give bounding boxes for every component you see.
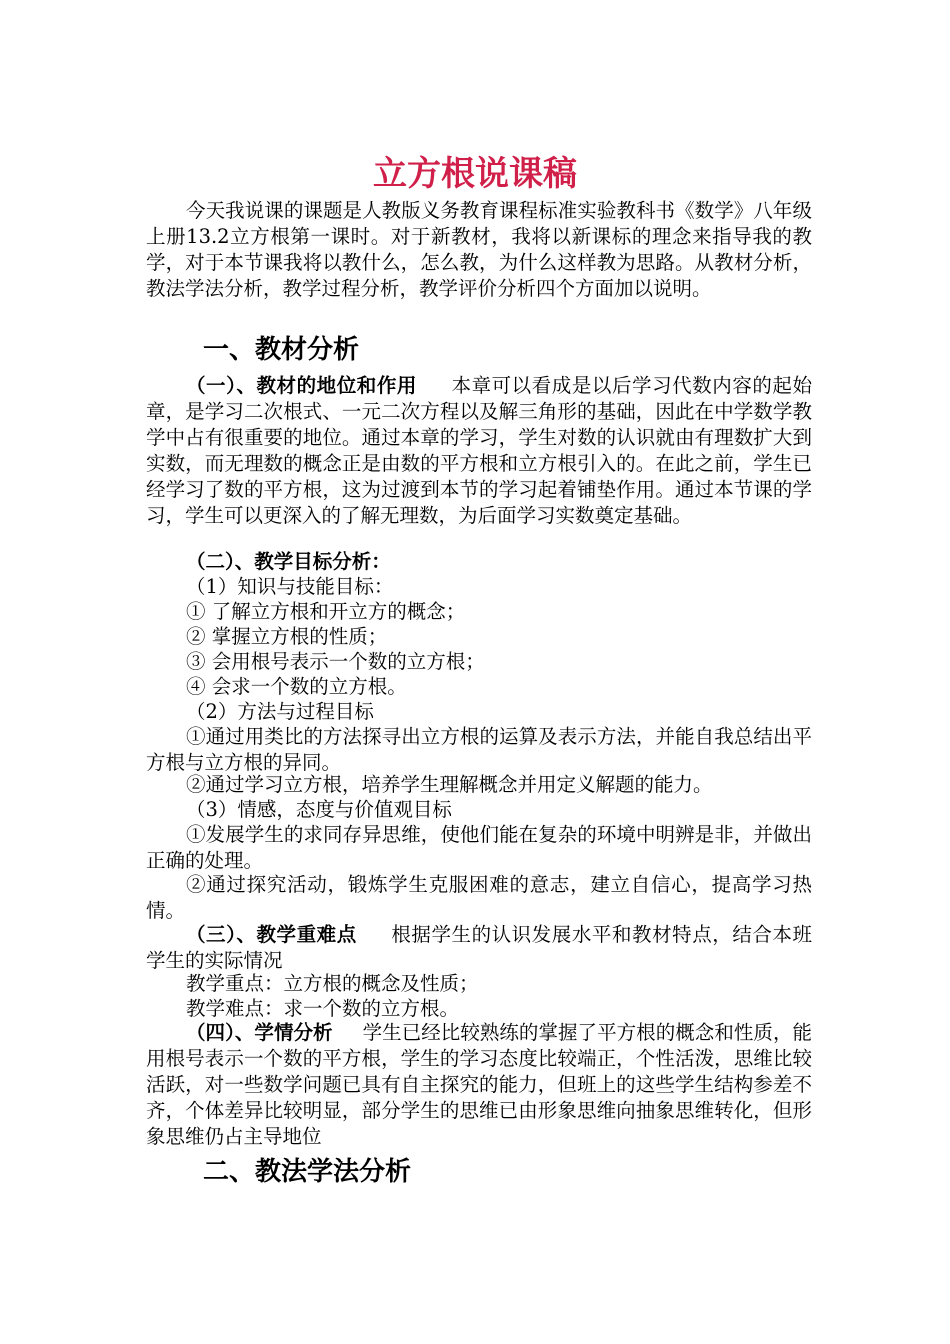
goal-1-item: ③ 会用根号表示一个数的立方根； (186, 650, 485, 673)
subsection-1-body: 本章可以看成是以后学习代数内容的起始章，是学习二次根式、一元二次方程以及解三角形的基础，因此在中学数学教学中占有很重要的地位。通过本章的学习，学生对数的认识就由有理数扩大到实数，而无理数的概念正是由数的平方根和立方根引入的。在此之前，学生已经学习了数的平方根，这为过渡到本节的学习起着铺垫作用。通过本节课的学习，学生可以更深入的了解无理数，为后面学习实数奠定基础。 (146, 374, 812, 527)
goal-3-item: ②通过探究活动，锻炼学生克服困难的意志，建立自信心，提高学习热情。 (146, 873, 812, 922)
subsection-3-paragraph (146, 922, 812, 974)
goal-1-item: ④ 会求一个数的立方根。 (186, 675, 407, 698)
subsection-3-body: 根据学生的认识发展水平和教材特点，结合本班学生的实际情况 (146, 923, 812, 972)
goal-1-heading: （1）知识与技能目标： (186, 575, 394, 598)
document-title: 立方根说课稿 (373, 154, 577, 194)
goal-2-heading: （2）方法与过程目标 (186, 700, 374, 723)
subsection-3-heading: （三）、教学重难点 (186, 923, 357, 946)
subsection-1-paragraph (146, 373, 812, 529)
section-heading-2: 二、教法学法分析 (203, 1157, 412, 1187)
difficult-point: 教学难点：求一个数的立方根。 (186, 997, 460, 1020)
goal-2-item: ②通过学习立方根，培养学生理解概念并用定义解题的能力。 (186, 773, 713, 796)
goal-1-item: ② 掌握立方根的性质； (186, 625, 388, 648)
goal-3-item: ①发展学生的求同存异思维，使他们能在复杂的环境中明辨是非，并做出正确的处理。 (146, 823, 812, 872)
subsection-4-body: 学生已经比较熟练的掌握了平方根的概念和性质，能用根号表示一个数的平方根，学生的学习态度比较端正，个性活泼，思维比较活跃，对一些数学问题已具有自主探究的能力，但班上的这些学生结构参差不齐，个体差异比较明显，部分学生的思维已由形象思维向抽象思维转化，但形象思维仍占主导地位 (146, 1021, 812, 1148)
subsection-4-paragraph (146, 1020, 812, 1150)
goal-2-item: ①通过用类比的方法探寻出立方根的运算及表示方法，并能自我总结出平方根与立方根的异同。 (146, 725, 812, 774)
subsection-1-heading: （一）、教材的地位和作用 (186, 374, 417, 397)
intro-paragraph: 今天我说课的课题是人教版义务教育课程标准实验教科书《数学》八年级上册13.2立方根第一课时。对于新教材，我将以新课标的理念来指导我的教学，对于本节课我将以教什么，怎么教，为什么这样教为思路。从教材分析，教法学法分析，教学过程分析，教学评价分析四个方面加以说明。 (146, 199, 812, 300)
section-heading-1: 一、教材分析 (203, 335, 360, 365)
subsection-4-heading: （四）、学情分析 (186, 1021, 333, 1044)
subsection-2-heading: （二）、教学目标分析： (186, 550, 391, 573)
key-point: 教学重点：立方根的概念及性质； (186, 972, 479, 995)
goal-1-item: ① 了解立方根和开立方的概念； (186, 600, 466, 623)
goal-3-heading: （3）情感，态度与价值观目标 (186, 798, 452, 821)
